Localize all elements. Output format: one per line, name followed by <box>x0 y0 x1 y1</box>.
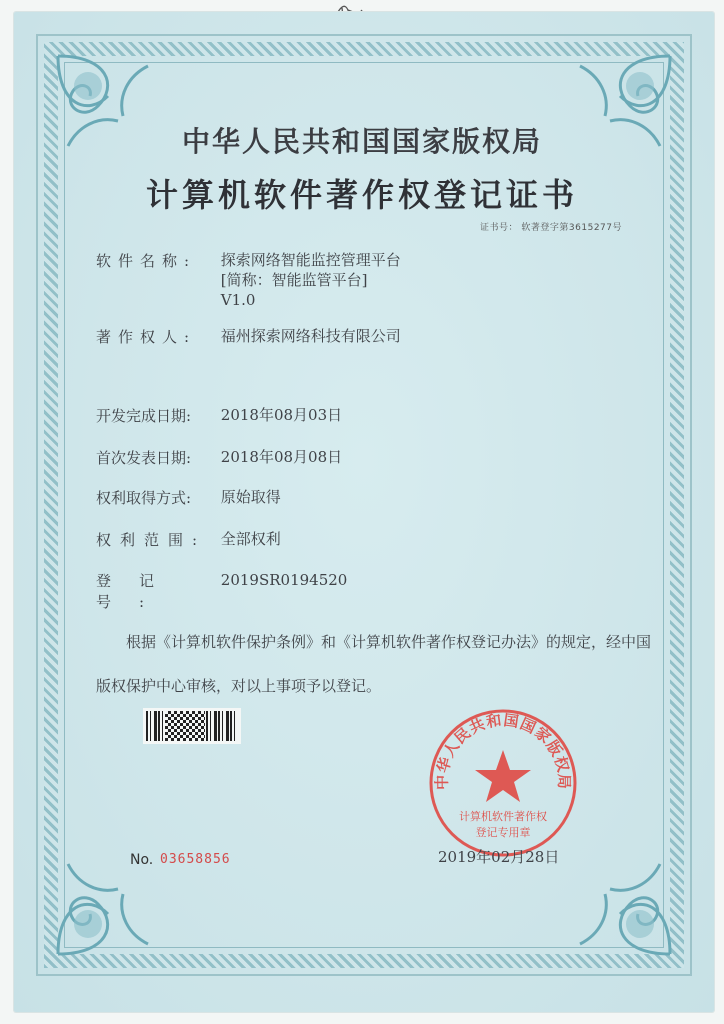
field-label: 权利取得方式: <box>96 489 192 507</box>
field-software-name <box>96 250 401 310</box>
field-value: 2018年08月03日 <box>220 406 343 424</box>
serial-label: No. <box>130 852 154 868</box>
seal-outer-text: 中华人民共和国国家版权局 <box>432 711 574 790</box>
software-short-name: [简称：智能监管平台] <box>220 271 368 289</box>
registration-statement: 根据《计算机软件保护条例》和《计算机软件著作权登记办法》的规定，经中国版权保护中心审核，对以上事项予以登记。 <box>96 633 652 695</box>
qr-code-icon <box>165 711 205 741</box>
field-label: 开发完成日期: <box>96 407 192 425</box>
field-label: 权利范围: <box>96 531 207 549</box>
corner-ornament-icon <box>560 844 680 964</box>
field-acquisition-method <box>96 487 281 508</box>
field-rights-scope <box>96 529 281 550</box>
software-version: V1.0 <box>220 291 256 309</box>
field-value <box>221 250 401 310</box>
field-label: 软件名称: <box>96 252 197 270</box>
official-seal <box>426 706 580 860</box>
seal-inner-line-2: 登记专用章 <box>475 826 531 839</box>
certificate-number: 证书号： 软著登字第3615277号 <box>480 223 622 233</box>
serial-number: 03658856 <box>160 852 231 867</box>
issuing-authority: 中华人民共和国国家版权局 <box>181 125 542 158</box>
certificate-title: 计算机软件著作权登记证书 <box>145 176 578 214</box>
field-label: 首次发表日期: <box>96 449 192 467</box>
field-label: 登记号: <box>96 572 183 611</box>
field-registration-number <box>96 570 347 612</box>
field-publication-date <box>96 447 342 468</box>
seal-star-icon <box>475 750 531 802</box>
field-development-date <box>96 405 342 426</box>
field-value: 福州探索网络科技有限公司 <box>220 327 401 345</box>
barcode-icon <box>143 708 241 744</box>
field-value: 原始取得 <box>220 488 281 506</box>
certificate <box>14 12 714 1012</box>
field-value: 全部权利 <box>220 530 281 548</box>
software-name: 探索网络智能监控管理平台 <box>220 251 401 269</box>
field-copyright-owner <box>96 326 401 347</box>
field-value: 2018年08月08日 <box>220 448 343 466</box>
issue-date: 2019年02月28日 <box>438 848 560 866</box>
field-label: 著作权人: <box>96 328 197 346</box>
seal-inner-line-1: 计算机软件著作权 <box>459 810 547 823</box>
field-value: 2019SR0194520 <box>220 571 348 589</box>
